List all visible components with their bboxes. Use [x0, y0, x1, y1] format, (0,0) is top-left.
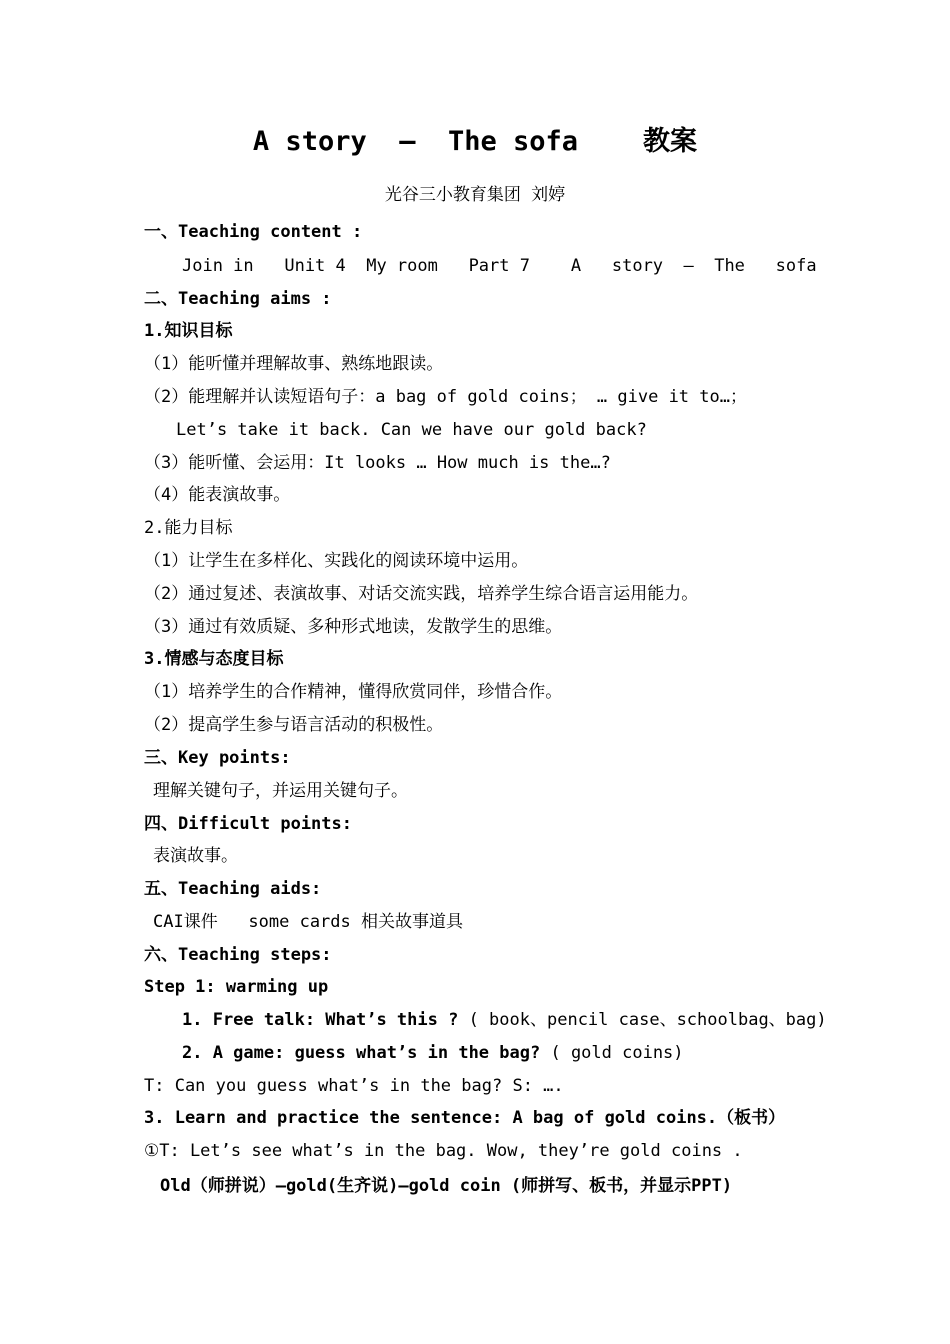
- knowledge-aim-item: （1）能听懂并理解故事、熟练地跟读。: [144, 354, 444, 374]
- attitude-aim-item: （2）提高学生参与语言活动的积极性。: [144, 715, 444, 735]
- teaching-aids-text: CAI课件 some cards 相关故事道具: [153, 912, 463, 932]
- game-answer: ( gold coins): [540, 1043, 684, 1063]
- step1-item-learn-sentence: 3. Learn and practice the sentence: A bag of gold coins.（板书）: [144, 1108, 786, 1128]
- step1-spelling-note: Old（师拼说）—gold(生齐说)—gold coin (师拼写、板书，并显示PPT): [160, 1176, 733, 1196]
- free-talk-answer: ( book、pencil case、schoolbag、bag): [458, 1010, 827, 1030]
- teaching-content-text: Join in Unit 4 My room Part 7 A story – The sofa: [182, 256, 817, 276]
- game-label: 2. A game: guess what’s in the bag?: [182, 1043, 541, 1063]
- step1-heading: Step 1: warming up: [144, 977, 329, 997]
- knowledge-aim-item: （4）能表演故事。: [144, 485, 291, 505]
- document-title: A story – The sofa 教案: [252, 126, 698, 157]
- attitude-aims-heading: 3.情感与态度目标: [144, 649, 284, 669]
- step1-item-game: [182, 1042, 684, 1064]
- section-difficult-points-heading: 四、Difficult points:: [144, 814, 352, 834]
- step1-teacher-line: ①T: Let’s see what’s in the bag. Wow, they’re gold coins .: [144, 1141, 743, 1161]
- ability-aims-heading: 2.能力目标: [144, 518, 233, 538]
- author-line: 光谷三小教育集团 刘婷: [384, 185, 566, 205]
- section-key-points-heading: 三、Key points:: [144, 748, 291, 768]
- ability-aim-item: （1）让学生在多样化、实践化的阅读环境中运用。: [144, 551, 529, 571]
- section-teaching-content-heading: 一、Teaching content :: [144, 222, 363, 242]
- attitude-aim-item: （1）培养学生的合作精神，懂得欣赏同伴，珍惜合作。: [144, 682, 563, 702]
- knowledge-aim-item: （3）能听懂、会运用：It looks … How much is the…?: [144, 453, 611, 473]
- key-points-text: 理解关键句子，并运用关键句子。: [153, 781, 408, 801]
- difficult-points-text: 表演故事。: [153, 846, 238, 866]
- section-teaching-aims-heading: 二、Teaching aims :: [144, 289, 332, 309]
- step1-dialogue: T: Can you guess what’s in the bag? S: ….: [144, 1076, 564, 1096]
- free-talk-label: 1. Free talk: What’s this ?: [182, 1010, 459, 1030]
- step1-item-free-talk: [182, 1009, 827, 1031]
- section-teaching-steps-heading: 六、Teaching steps:: [144, 945, 332, 965]
- knowledge-aim-item-continued: Let’s take it back. Can we have our gold back?: [176, 420, 647, 440]
- section-teaching-aids-heading: 五、Teaching aids:: [144, 879, 322, 899]
- ability-aim-item: （3）通过有效质疑、多种形式地读，发散学生的思维。: [144, 617, 563, 637]
- knowledge-aims-heading: 1.知识目标: [144, 321, 233, 341]
- ability-aim-item: （2）通过复述、表演故事、对话交流实践，培养学生综合语言运用能力。: [144, 584, 699, 604]
- knowledge-aim-item: （2）能理解并认读短语句子：a bag of gold coins； … give it to…；: [144, 387, 747, 407]
